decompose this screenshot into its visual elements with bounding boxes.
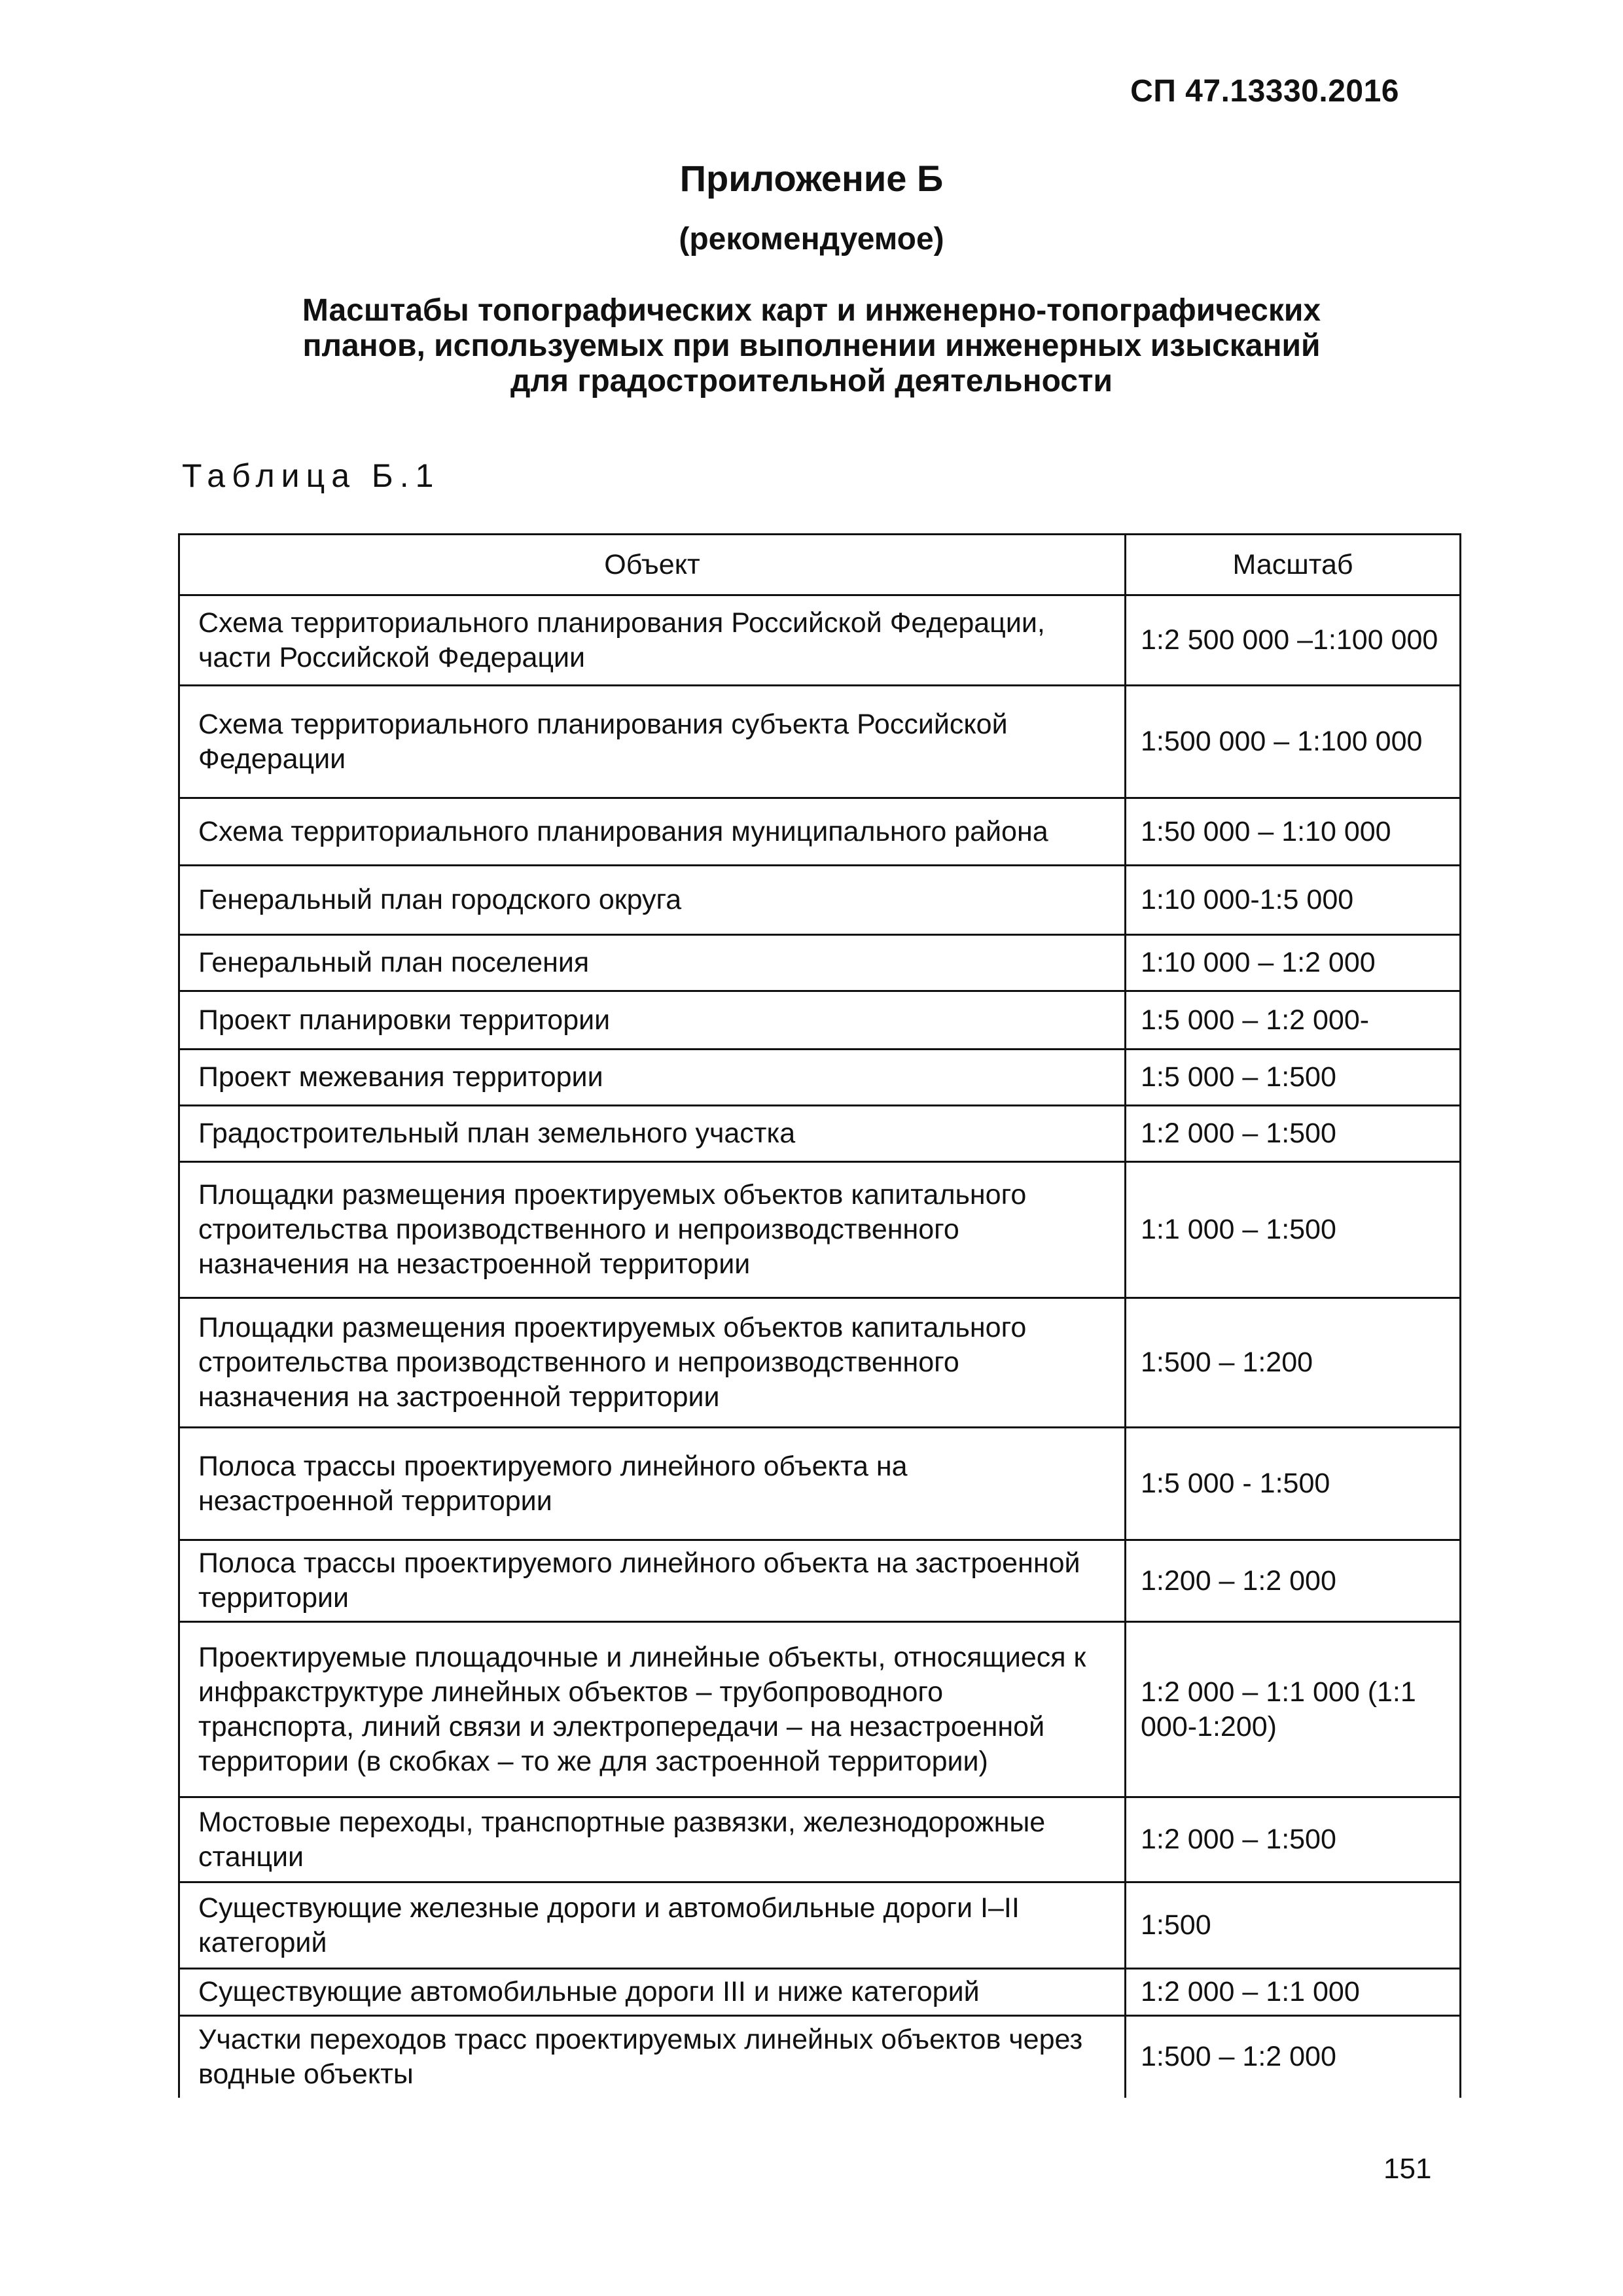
table-row	[179, 1428, 1461, 1540]
heading-line: планов, используемых при выполнении инженерных изысканий	[302, 328, 1321, 363]
scale-cell: 1:1 000 – 1:500	[1126, 1162, 1461, 1298]
section-heading	[157, 293, 1466, 399]
object-cell: Площадки размещения проектируемых объектов капитального строительства производственного и непроизводственного назначения на незастроенной территории	[179, 1162, 1126, 1298]
table-row	[179, 1162, 1461, 1298]
column-header-object: Объект	[179, 535, 1126, 595]
table-row	[179, 935, 1461, 991]
heading-line: для градостроительной деятельности	[510, 364, 1113, 398]
object-cell: Участки переходов трасс проектируемых линейных объектов через водные объекты	[179, 2016, 1126, 2098]
object-cell: Существующие железные дороги и автомобильные дороги I–II категорий	[179, 1882, 1126, 1969]
scales-table	[178, 533, 1461, 2098]
scale-cell: 1:500 – 1:200	[1126, 1298, 1461, 1428]
appendix-title: Приложение Б	[679, 158, 944, 199]
object-cell: Генеральный план городского округа	[179, 866, 1126, 935]
scale-cell: 1:10 000-1:5 000	[1126, 866, 1461, 935]
page-number: 151	[1383, 2153, 1432, 2185]
table-row	[179, 1540, 1461, 1622]
scale-cell: 1:2 000 – 1:1 000	[1126, 1969, 1461, 2016]
table-row	[179, 1969, 1461, 2016]
appendix-subtitle: (рекомендуемое)	[679, 222, 944, 256]
object-cell: Площадки размещения проектируемых объектов капитального строительства производственного и непроизводственного назначения на застроенной территории	[179, 1298, 1126, 1428]
object-cell: Схема территориального планирования муниципального района	[179, 798, 1126, 866]
object-cell: Схема территориального планирования субъекта Российской Федерации	[179, 686, 1126, 798]
table-caption: Таблица Б.1	[182, 457, 440, 494]
scale-cell: 1:5 000 - 1:500	[1126, 1428, 1461, 1540]
table-row	[179, 991, 1461, 1050]
scale-cell: 1:500	[1126, 1882, 1461, 1969]
scale-cell: 1:200 – 1:2 000	[1126, 1540, 1461, 1622]
table-row	[179, 1298, 1461, 1428]
heading-line: Масштабы топографических карт и инженерно-топографических	[302, 293, 1321, 328]
scale-cell: 1:5 000 – 1:500	[1126, 1050, 1461, 1106]
object-cell: Генеральный план поселения	[179, 935, 1126, 991]
table-header-row	[179, 535, 1461, 595]
table-row	[179, 1797, 1461, 1882]
object-cell: Проектируемые площадочные и линейные объекты, относящиеся к инфракструктуре линейных объектов – трубопроводного транспорта, линий связи и электропередачи – на незастроенной территории (в скобках – то же для застроенной территории)	[179, 1622, 1126, 1797]
table-row	[179, 798, 1461, 866]
scale-cell: 1:5 000 – 1:2 000-	[1126, 991, 1461, 1050]
table-row	[179, 1622, 1461, 1797]
table-row	[179, 866, 1461, 935]
scale-cell: 1:2 000 – 1:1 000 (1:1 000-1:200)	[1126, 1622, 1461, 1797]
object-cell: Проект планировки территории	[179, 991, 1126, 1050]
object-cell: Схема территориального планирования Российской Федерации, части Российской Федерации	[179, 595, 1126, 686]
table-row	[179, 1106, 1461, 1162]
document-code: СП 47.13330.2016	[1130, 74, 1399, 109]
scale-cell: 1:50 000 – 1:10 000	[1126, 798, 1461, 866]
object-cell: Полоса трассы проектируемого линейного объекта на незастроенной территории	[179, 1428, 1126, 1540]
scale-cell: 1:500 – 1:2 000	[1126, 2016, 1461, 2098]
object-cell: Мостовые переходы, транспортные развязки, железнодорожные станции	[179, 1797, 1126, 1882]
object-cell: Проект межевания территории	[179, 1050, 1126, 1106]
scale-cell: 1:2 500 000 –1:100 000	[1126, 595, 1461, 686]
scale-cell: 1:2 000 – 1:500	[1126, 1106, 1461, 1162]
table-row	[179, 1882, 1461, 1969]
scale-cell: 1:2 000 – 1:500	[1126, 1797, 1461, 1882]
object-cell: Существующие автомобильные дороги III и ниже категорий	[179, 1969, 1126, 2016]
object-cell: Градостроительный план земельного участка	[179, 1106, 1126, 1162]
table-row	[179, 2016, 1461, 2098]
object-cell: Полоса трассы проектируемого линейного объекта на застроенной территории	[179, 1540, 1126, 1622]
scale-cell: 1:500 000 – 1:100 000	[1126, 686, 1461, 798]
table-row	[179, 686, 1461, 798]
scale-cell: 1:10 000 – 1:2 000	[1126, 935, 1461, 991]
column-header-scale: Масштаб	[1126, 535, 1461, 595]
table-row	[179, 1050, 1461, 1106]
table-row	[179, 595, 1461, 686]
